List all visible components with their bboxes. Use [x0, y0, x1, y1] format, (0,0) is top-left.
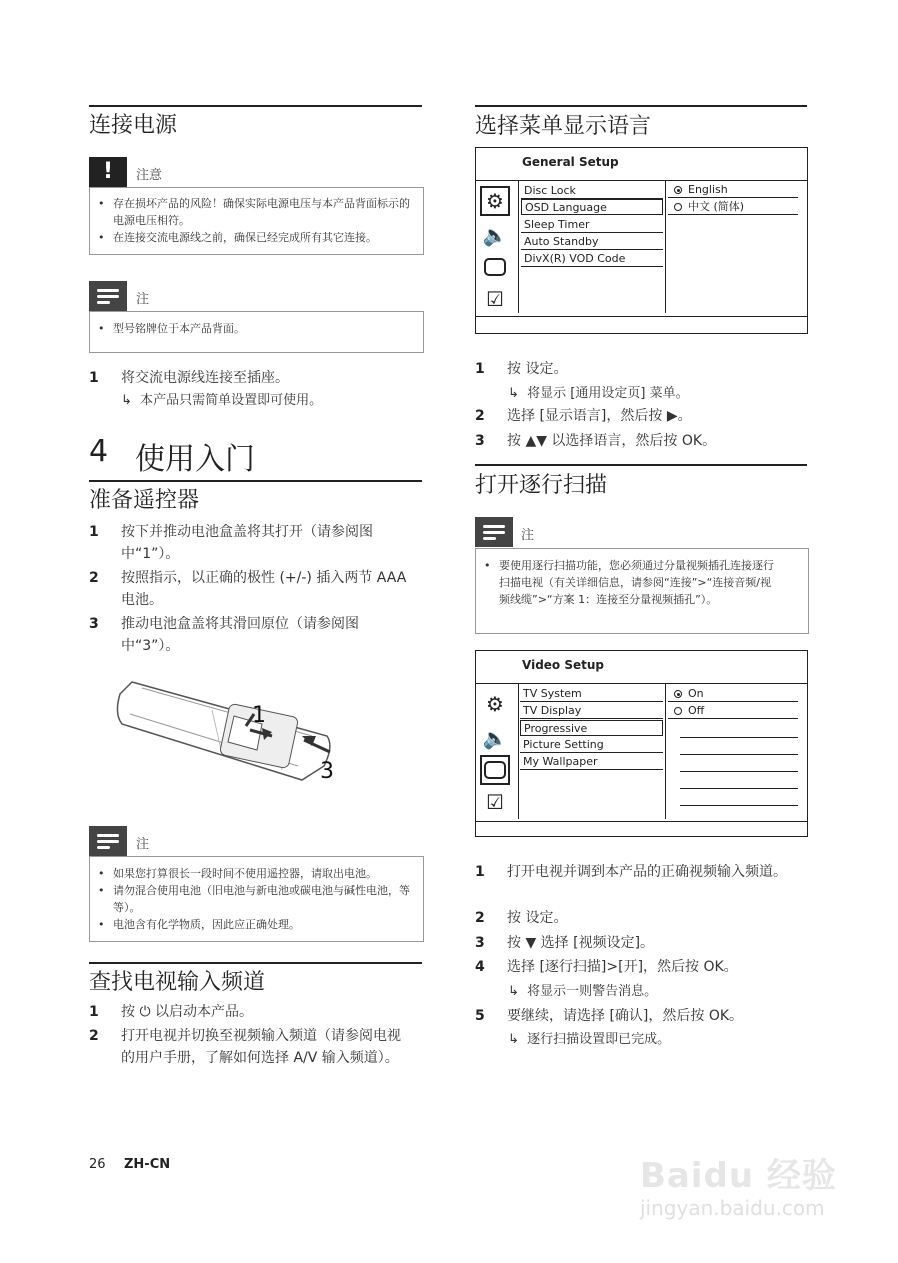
speaker-icon[interactable]: 🔈 — [482, 223, 508, 247]
chapter-number: 4 — [89, 434, 109, 469]
caution-list — [98, 195, 410, 246]
note-label: 注 — [136, 837, 150, 852]
step-remote-3: 3 推动电池盒盖将其滑回原位（请参阅图中“3”）。 — [89, 616, 359, 654]
note-icon — [89, 281, 127, 311]
checklist-icon[interactable]: ☑ — [486, 790, 504, 814]
caution-box — [89, 187, 424, 255]
display-icon[interactable] — [480, 755, 510, 785]
remote-battery-figure — [112, 674, 344, 784]
menu-item[interactable]: DivX(R) VOD Code — [521, 251, 663, 267]
step-progressive-5: 5 要继续，请选择 [确认]，然后按 OK。 — [475, 1008, 744, 1024]
section-rule — [89, 480, 422, 482]
menu-option[interactable]: English — [668, 182, 798, 198]
list-item: • 要使用逐行扫描功能，您必须通过分量视频插孔连接逐行扫描电视（有关详细信息，请参阅“连接”>“连接音频/视频线缆”>“方案 1：连接至分量视频插孔”）。 — [484, 557, 774, 608]
note-label: 注 — [521, 528, 535, 543]
video-setup-menu — [475, 650, 808, 837]
step-progressive-4: 4 选择 [逐行扫描]>[开]，然后按 OK。 — [475, 959, 738, 975]
step-channel-2: 2 打开电视并切换至视频输入频道（请参阅电视的用户手册，了解如何选择 A/V 输入频道）。 — [89, 1028, 401, 1066]
note-icon — [89, 826, 127, 856]
display-icon[interactable] — [480, 252, 510, 282]
note-list — [484, 557, 774, 608]
chapter-title: 使用入门 — [135, 442, 255, 477]
step-progressive-1: 1 打开电视并调到本产品的正确视频输入频道。 — [475, 864, 787, 880]
language-code: ZH-CN — [124, 1157, 171, 1172]
menu-option[interactable]: On — [668, 686, 798, 702]
section-rule — [475, 464, 807, 466]
step-language-3: 3 按 ▲▼ 以选择语言，然后按 OK。 — [475, 433, 717, 449]
note-label: 注 — [136, 292, 150, 307]
list-item: • 如果您打算很长一段时间不使用遥控器，请取出电池。 — [98, 865, 410, 882]
caution-icon: ! — [89, 157, 127, 187]
step-channel-1: 1 按 ⏻ 以启动本产品。 — [89, 1004, 253, 1020]
radio-icon — [674, 690, 682, 698]
menu-option[interactable]: Off — [668, 703, 798, 719]
gear-icon[interactable]: ⚙ — [480, 186, 510, 216]
list-item: • 存在损坏产品的风险！确保实际电源电压与本产品背面标示的电源电压相符。 — [98, 195, 410, 229]
note-list — [98, 320, 410, 337]
caution-label: 注意 — [136, 168, 163, 183]
figure-label-1: 1 — [252, 703, 266, 728]
step-power-1: 1 将交流电源线连接至插座。 — [89, 370, 289, 386]
radio-icon — [674, 203, 682, 211]
step-result: ↳ 将显示一则警告消息。 — [508, 984, 658, 999]
section-rule — [89, 962, 422, 964]
step-remote-2: 2 按照指示，以正确的极性 (+/-) 插入两节 AAA 电池。 — [89, 570, 407, 608]
step-result: ↳ 逐行扫描设置即已完成。 — [508, 1032, 671, 1047]
step-language-2: 2 选择 [显示语言]，然后按 ▶。 — [475, 408, 692, 424]
section-rule — [89, 105, 422, 107]
checklist-icon[interactable]: ☑ — [486, 287, 504, 311]
speaker-icon[interactable]: 🔈 — [482, 726, 508, 750]
section-heading-remote: 准备遥控器 — [89, 488, 200, 513]
section-heading-language: 选择菜单显示语言 — [475, 114, 652, 139]
note-box — [475, 548, 809, 634]
menu-option[interactable]: 中文 (简体) — [668, 199, 798, 215]
gear-icon[interactable]: ⚙ — [486, 692, 504, 716]
step-result: ↳ 本产品只需简单设置即可使用。 — [121, 393, 323, 408]
menu-item[interactable]: TV Display — [520, 703, 663, 719]
step-language-1: 1 按 设定。 — [475, 361, 568, 377]
menu-item[interactable]: Sleep Timer — [521, 217, 663, 233]
step-result: ↳ 将显示 [通用设定页] 菜单。 — [508, 386, 689, 401]
menu-title: Video Setup — [522, 658, 604, 672]
menu-item-selected[interactable]: OSD Language — [521, 199, 663, 215]
baidu-watermark-url: jingyan.baidu.com — [640, 1196, 825, 1220]
radio-icon — [674, 707, 682, 715]
step-remote-1: 1 按下并推动电池盒盖将其打开（请参阅图中“1”）。 — [89, 524, 373, 562]
note-box — [89, 856, 424, 942]
menu-item[interactable]: My Wallpaper — [520, 754, 663, 770]
page-number: 26 — [89, 1157, 106, 1172]
baidu-watermark-logo: Baidu 经验 — [640, 1156, 837, 1196]
radio-icon — [674, 186, 682, 194]
menu-title: General Setup — [522, 155, 619, 169]
section-heading-progressive: 打开逐行扫描 — [475, 473, 608, 498]
menu-item[interactable]: Disc Lock — [521, 183, 663, 199]
menu-item[interactable]: Picture Setting — [520, 737, 663, 753]
list-item: • 型号铭牌位于本产品背面。 — [98, 320, 410, 337]
figure-label-3: 3 — [320, 759, 334, 784]
general-setup-menu — [475, 147, 808, 334]
list-item: • 在连接交流电源线之前，确保已经完成所有其它连接。 — [98, 229, 410, 246]
list-item: • 请勿混合使用电池（旧电池与新电池或碳电池与碱性电池，等等）。 — [98, 882, 410, 916]
section-rule — [475, 105, 807, 107]
menu-item[interactable]: Auto Standby — [521, 234, 663, 250]
menu-item-selected[interactable]: Progressive — [520, 720, 663, 736]
step-progressive-2: 2 按 设定。 — [475, 910, 568, 926]
note-icon — [475, 517, 513, 547]
step-progressive-3: 3 按 ▼ 选择 [视频设定]。 — [475, 935, 655, 951]
section-heading-channel: 查找电视输入频道 — [89, 970, 266, 995]
note-box — [89, 311, 424, 353]
list-item: • 电池含有化学物质，因此应正确处理。 — [98, 916, 410, 933]
section-heading-power: 连接电源 — [89, 113, 178, 138]
note-list — [98, 865, 410, 933]
menu-item[interactable]: TV System — [520, 686, 663, 702]
